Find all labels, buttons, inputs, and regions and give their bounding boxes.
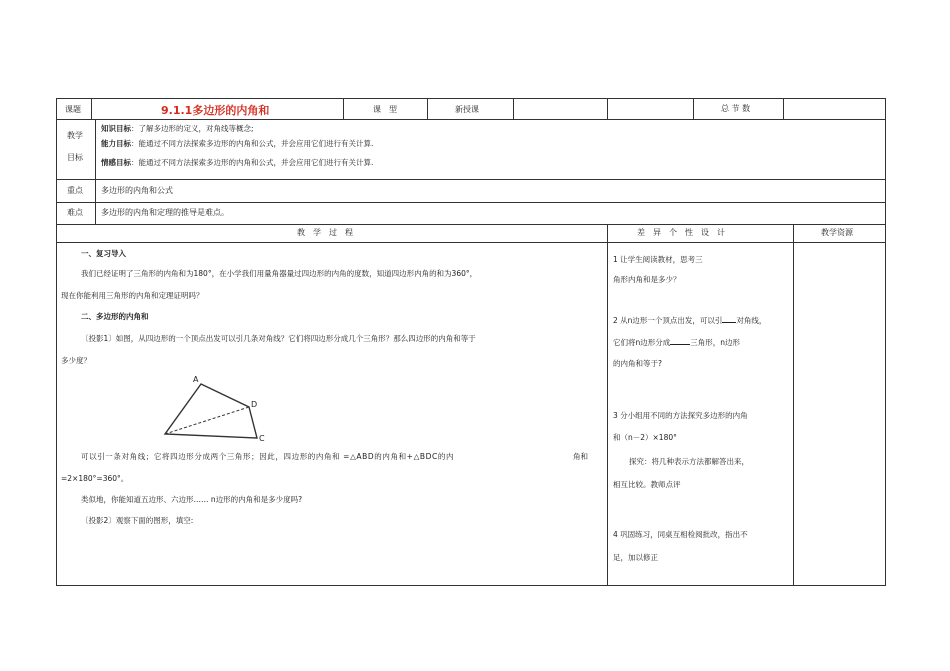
design-step-2-text: 2 从n边形一个顶点出发，可以引 bbox=[613, 316, 723, 325]
fill-blank bbox=[670, 336, 690, 345]
section-1-paragraph-2: 现在你能利用三角形的内角和定理证明吗？ bbox=[61, 291, 204, 300]
row-divider bbox=[57, 242, 885, 243]
col-divider bbox=[343, 99, 344, 119]
vertex-a-label: A bbox=[193, 375, 199, 384]
row-divider bbox=[57, 179, 885, 180]
design-step-3-compare: 相互比较。教师点评 bbox=[613, 480, 681, 489]
emotion-objective bbox=[101, 157, 373, 168]
objectives-label-1: 教学 bbox=[67, 131, 83, 140]
design-step-4: 4 巩固练习，同桌互相检阅批改，指出不 bbox=[613, 530, 748, 539]
row-divider bbox=[57, 224, 885, 225]
key-point-label: 重点 bbox=[67, 186, 83, 195]
difficult-point-text: 多边形的内角和定理的推导是难点。 bbox=[101, 208, 229, 217]
design-header: 差 异 个 性 设 计 bbox=[637, 228, 725, 237]
projection-2-instruction: 〔投影2〕观察下面的图形，填空: bbox=[81, 516, 194, 525]
col-divider bbox=[91, 99, 92, 119]
design-step-1: 1 让学生阅读教材，思考三 bbox=[613, 255, 703, 264]
ability-objective bbox=[101, 138, 373, 149]
quadrilateral-outline bbox=[165, 384, 257, 438]
col-divider bbox=[793, 224, 794, 585]
fill-blank bbox=[722, 314, 736, 323]
row-divider bbox=[57, 119, 885, 120]
emotion-label: 情感目标 bbox=[101, 158, 131, 167]
answer-paragraph-end: 角和 bbox=[573, 452, 588, 461]
lesson-title: 9.1.1多边形的内角和 bbox=[161, 104, 270, 117]
similar-question: 类似地，你能知道五边形、六边形…… n边形的内角和是多少度吗? bbox=[81, 495, 303, 504]
row-divider bbox=[57, 202, 885, 203]
knowledge-objective bbox=[101, 123, 254, 134]
projection-1-question-cont: 多少度？ bbox=[61, 356, 91, 365]
col-divider bbox=[693, 99, 694, 119]
total-periods-label: 总 节 数 bbox=[721, 104, 751, 113]
difficult-point-label: 难点 bbox=[67, 208, 83, 217]
section-2-title: 二、多边形的内角和 bbox=[81, 312, 149, 321]
ability-label: 能力目标 bbox=[101, 139, 131, 148]
col-divider bbox=[607, 99, 608, 119]
col-divider bbox=[607, 224, 608, 585]
col-divider bbox=[95, 119, 96, 224]
answer-paragraph: 可以引一条对角线；它将四边形分成两个三角形；因此，四边形的内角和 =△ABD的内角和+△BDC的内 bbox=[81, 452, 455, 461]
design-step-2-line-3: 的内角和等于? bbox=[613, 359, 662, 368]
section-1-title: 一、复习导入 bbox=[81, 249, 126, 258]
design-step-3-explore: 探究：将几种表示方法都解答出来， bbox=[629, 457, 749, 466]
col-divider bbox=[783, 99, 784, 119]
key-point-text: 多边形的内角和公式 bbox=[101, 186, 173, 195]
diagonal-bd bbox=[165, 407, 249, 434]
design-step-2-line-2 bbox=[613, 336, 740, 348]
design-step-2-text-d: 三角形，n边形 bbox=[690, 338, 741, 347]
vertex-d-label: D bbox=[251, 400, 258, 409]
projection-1-question: 〔投影1〕如图，从四边形的一个顶点出发可以引几条对角线？它们将四边形分成几个三角形？那么四边形的内角和等于 bbox=[81, 334, 476, 343]
quadrilateral-figure bbox=[153, 371, 271, 445]
design-step-2-text-b: 对角线， bbox=[736, 316, 767, 325]
knowledge-label: 知识目标 bbox=[101, 124, 131, 133]
col-divider bbox=[513, 99, 514, 119]
resources-header: 教学资源 bbox=[821, 228, 853, 237]
design-step-4-cont: 足，加以修正 bbox=[613, 553, 658, 562]
design-step-3-formula: 和（n－2）×180° bbox=[613, 433, 677, 442]
col-divider bbox=[427, 99, 428, 119]
design-step-2-text-c: 它们将n边形分成 bbox=[613, 338, 671, 347]
objectives-label-2: 目标 bbox=[67, 153, 83, 162]
ability-text: ：能通过不同方法探索多边形的内角和公式，并会应用它们进行有关计算. bbox=[131, 139, 374, 148]
answer-result: =2×180°=360°。 bbox=[61, 474, 129, 483]
process-header: 教 学 过 程 bbox=[297, 228, 353, 237]
lesson-plan-table bbox=[56, 98, 886, 586]
topic-label: 课题 bbox=[65, 105, 81, 114]
design-step-1-cont: 角形内角和是多少？ bbox=[613, 275, 681, 284]
section-1-paragraph-1: 我们已经证明了三角形的内角和为180°，在小学我们用量角器量过四边形的内角的度数，知道四边形内角的和为360°， bbox=[81, 269, 478, 278]
vertex-c-label: C bbox=[259, 434, 265, 443]
emotion-text: ：能通过不同方法探索多边形的内角和公式，并会应用它们进行有关计算. bbox=[131, 158, 374, 167]
type-label: 课 型 bbox=[373, 105, 397, 114]
knowledge-text: ：了解多边形的定义，对角线等概念; bbox=[131, 124, 254, 133]
design-step-2 bbox=[613, 314, 766, 326]
design-step-3: 3 分小组用不同的方法探究多边形的内角 bbox=[613, 411, 748, 420]
type-value: 新授课 bbox=[455, 105, 479, 114]
